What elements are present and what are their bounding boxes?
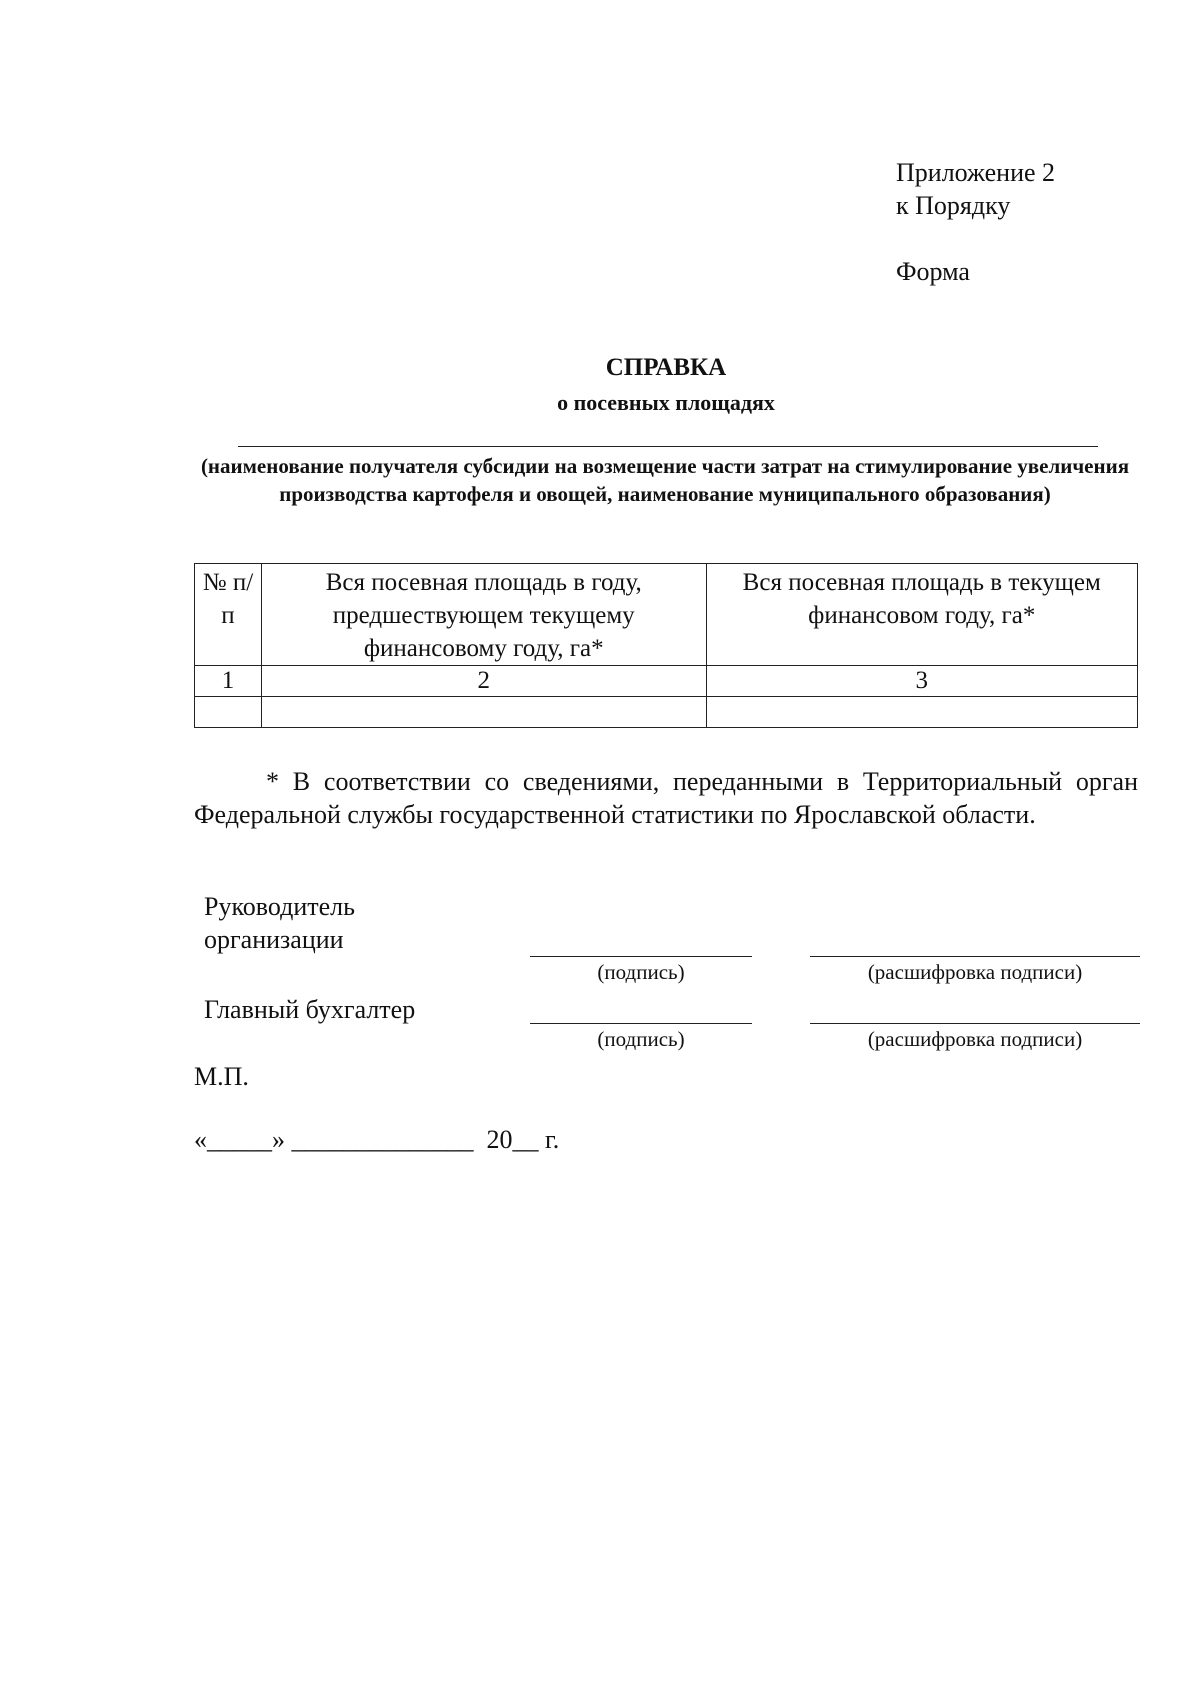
decoding-caption: (расшифровка подписи) [867,1027,1083,1051]
numbering-cell: 1 [195,666,262,697]
header-cell-current-year: Вся посевная площадь в текущем финансовом году, га* [706,564,1138,666]
document-title: СПРАВКА [605,354,727,381]
recipient-caption: (наименование получателя субсидии на возмещение части затрат на стимулирование увеличения производства картофеля и овощей, наименование муниципального образования) [200,454,1130,506]
header-cell-previous-year: Вся посевная площадь в году, предшествующем текущему финансовому году, га* [261,564,706,666]
numbering-cell: 3 [706,666,1138,697]
table-cell[interactable] [706,697,1138,728]
accountant-decoding-line[interactable] [810,1023,1140,1024]
chief-accountant-label: Главный бухгалтер [204,995,416,1024]
decoding-caption: (расшифровка подписи) [867,960,1083,984]
footnote: * В соответствии со сведениями, переданными в Территориальный орган Федеральной службы государственной статистики по Ярославской области. [194,767,1138,829]
table-cell[interactable] [261,697,706,728]
date-line[interactable]: «_____» ______________ 20__ г. [194,1125,560,1154]
signature-caption: (подпись) [597,960,685,984]
head-of-organization-label [204,890,355,956]
head-signature-line[interactable] [530,956,752,957]
stamp-place-label: М.П. [194,1062,249,1091]
head-label-line: Руководитель [204,892,355,921]
form-label: Форма [896,257,970,286]
head-label-line: организации [204,925,344,954]
accountant-signature-line[interactable] [530,1023,752,1024]
document-subtitle: о посевных площадях [557,390,775,415]
appendix-reference [896,156,1055,222]
signature-caption: (подпись) [597,1027,685,1051]
table-cell[interactable] [195,697,262,728]
appendix-number: Приложение 2 [896,158,1056,187]
appendix-order: к Порядку [896,191,1011,220]
table-header-row [195,564,1138,666]
numbering-cell: 2 [261,666,706,697]
header-cell-number: № п/п [195,564,262,666]
sown-area-table [194,563,1138,728]
table-numbering-row [195,666,1138,697]
table-row [195,697,1138,728]
recipient-name-line [238,446,1098,447]
head-decoding-line[interactable] [810,956,1140,957]
